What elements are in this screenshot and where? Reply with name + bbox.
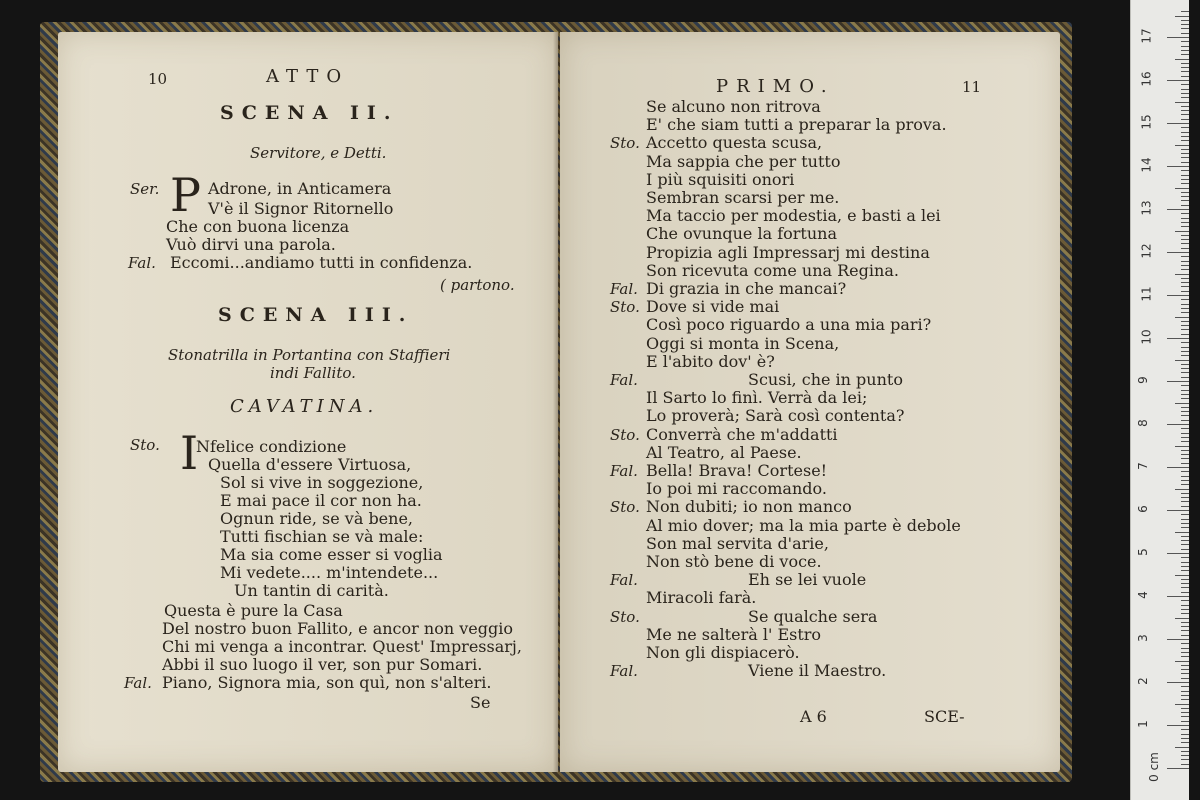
- ruler-tick: [1181, 566, 1189, 567]
- cavatina-heading: CAVATINA.: [230, 396, 379, 417]
- ruler-tick: [1181, 699, 1189, 700]
- ruler-tick: [1181, 282, 1189, 283]
- ruler-tick: [1181, 523, 1189, 524]
- ruler-tick: [1181, 377, 1189, 378]
- ruler-tick: [1181, 755, 1189, 756]
- ruler-tick: [1181, 734, 1189, 735]
- ruler-tick: [1181, 200, 1189, 201]
- ruler-tick: [1175, 360, 1189, 361]
- speaker-label: Fal.: [610, 462, 638, 480]
- ruler-tick: [1181, 269, 1189, 270]
- verse-line: Non stò bene di voce.: [646, 552, 822, 571]
- ruler-tick: [1167, 381, 1189, 382]
- verse-line: I più squisiti onori: [646, 169, 795, 189]
- ruler-tick: [1181, 738, 1189, 739]
- speaker-label: Fal.: [610, 662, 638, 681]
- ruler-label: 9: [1135, 376, 1150, 384]
- ruler-tick: [1181, 635, 1189, 636]
- ruler-tick: [1181, 50, 1189, 51]
- ruler-tick: [1181, 347, 1189, 348]
- ruler-tick: [1181, 514, 1189, 515]
- ruler-tick: [1181, 562, 1189, 563]
- verse-line: Oggi si monta in Scena,: [646, 333, 840, 353]
- ruler-tick: [1181, 557, 1189, 558]
- ruler-tick: [1181, 127, 1189, 128]
- verse-line: Lo proverà; Sarà così contenta?: [646, 406, 905, 426]
- ruler-tick: [1175, 575, 1189, 576]
- ruler-tick: [1181, 506, 1189, 507]
- ruler-label: 4: [1135, 591, 1150, 599]
- ruler-tick: [1167, 467, 1189, 468]
- speaker-label: Fal.: [610, 280, 638, 298]
- speaker-label: Sto.: [610, 425, 640, 444]
- scene-3-title: SCENA III.: [218, 304, 414, 326]
- ruler-tick: [1167, 80, 1189, 81]
- ruler-tick: [1181, 213, 1189, 214]
- ruler-tick: [1181, 630, 1189, 631]
- ruler-tick: [1181, 114, 1189, 115]
- ruler-tick: [1167, 295, 1189, 296]
- ruler-tick: [1175, 231, 1189, 232]
- verse-line: Al mio dover; ma la mia parte è debole: [646, 515, 961, 535]
- drop-cap: I: [180, 426, 199, 480]
- ruler-tick: [1181, 149, 1189, 150]
- ruler-tick: [1181, 24, 1189, 25]
- verse-line: Al Teatro, al Paese.: [646, 442, 802, 462]
- ruler-label: 8: [1135, 419, 1150, 427]
- speaker-label: Sto.: [610, 498, 640, 517]
- verse-line: Che ovunque la fortuna: [646, 224, 838, 244]
- speaker-label: Fal.: [124, 674, 152, 692]
- ruler-tick: [1181, 764, 1189, 765]
- verse-line: Miracoli farà.: [646, 588, 757, 608]
- ruler-tick: [1181, 175, 1189, 176]
- ruler-tick: [1181, 626, 1189, 627]
- speaker-label: Sto.: [610, 134, 640, 153]
- scene-3-subtitle: Stonatrilla in Portantina con Staffieri: [168, 346, 451, 364]
- ruler-label: 7: [1135, 462, 1150, 470]
- ruler-tick: [1181, 304, 1189, 305]
- ruler-tick: [1181, 33, 1189, 34]
- ruler-tick: [1181, 476, 1189, 477]
- ruler-tick: [1181, 686, 1189, 687]
- ruler-tick: [1181, 759, 1189, 760]
- ruler-tick: [1181, 441, 1189, 442]
- ruler-tick: [1181, 665, 1189, 666]
- verse-line: Che con buona licenza: [166, 217, 350, 236]
- ruler-label: 10: [1139, 329, 1154, 345]
- ruler-tick: [1181, 579, 1189, 580]
- left-page: [58, 32, 558, 772]
- ruler-tick: [1181, 93, 1189, 94]
- ruler-tick: [1175, 747, 1189, 748]
- ruler-tick: [1181, 420, 1189, 421]
- ruler-tick: [1181, 222, 1189, 223]
- verse-line: Vuò dirvi una parola.: [166, 235, 336, 254]
- ruler-tick: [1181, 256, 1189, 257]
- ruler-tick: [1181, 41, 1189, 42]
- ruler-tick: [1181, 278, 1189, 279]
- stage-direction: ( partono.: [440, 276, 515, 294]
- ruler-tick: [1181, 549, 1189, 550]
- ruler-tick: [1181, 536, 1189, 537]
- ruler-tick: [1181, 364, 1189, 365]
- verse-line: Non gli dispiacerò.: [646, 643, 800, 662]
- ruler-tick: [1181, 669, 1189, 670]
- ruler-tick: [1181, 652, 1189, 653]
- verse-line: Dove si vide mai: [646, 297, 780, 317]
- verse-line: Chi mi venga a incontrar. Quest' Impressarj,: [162, 637, 522, 656]
- ruler-tick: [1175, 618, 1189, 619]
- ruler-tick: [1175, 102, 1189, 103]
- verse-line: Se alcuno non ritrova: [646, 97, 821, 116]
- ruler-tick: [1181, 493, 1189, 494]
- ruler-tick: [1181, 170, 1189, 171]
- page-number-right: 11: [962, 78, 982, 96]
- ruler-tick: [1181, 437, 1189, 438]
- catchword-right: SCE-: [924, 707, 965, 726]
- ruler-tick: [1181, 673, 1189, 674]
- verse-line: Adrone, in Anticamera: [208, 179, 392, 198]
- ruler-tick: [1175, 59, 1189, 60]
- scene-2-subtitle: Servitore, e Detti.: [250, 144, 387, 162]
- ruler-tick: [1175, 145, 1189, 146]
- ruler-label: 0 cm: [1146, 752, 1161, 782]
- ruler-tick: [1175, 661, 1189, 662]
- signature-mark: A 6: [800, 707, 827, 726]
- ruler-label: 16: [1139, 71, 1154, 87]
- ruler-tick: [1181, 243, 1189, 244]
- ruler-tick: [1167, 510, 1189, 511]
- verse-line: V'è il Signor Ritornello: [208, 199, 394, 218]
- ruler-tick: [1181, 54, 1189, 55]
- ruler-label: 5: [1135, 548, 1150, 556]
- verse-line: Ognun ride, se và bene,: [220, 509, 414, 528]
- ruler-tick: [1181, 63, 1189, 64]
- ruler-tick: [1181, 583, 1189, 584]
- ruler-tick: [1181, 544, 1189, 545]
- verse-line: Un tantin di carità.: [234, 581, 389, 600]
- verse-line: Così poco riguardo a una mia pari?: [646, 315, 932, 335]
- ruler-tick: [1181, 97, 1189, 98]
- ruler-tick: [1181, 76, 1189, 77]
- ruler-tick: [1181, 716, 1189, 717]
- ruler-tick: [1167, 639, 1189, 640]
- ruler-tick: [1175, 446, 1189, 447]
- ruler-tick: [1181, 299, 1189, 300]
- ruler-tick: [1181, 71, 1189, 72]
- ruler-tick: [1181, 226, 1189, 227]
- ruler-tick: [1181, 484, 1189, 485]
- verse-line: Bella! Brava! Cortese!: [646, 461, 828, 480]
- ruler-tick: [1181, 415, 1189, 416]
- ruler-tick: [1181, 613, 1189, 614]
- ruler-tick: [1181, 248, 1189, 249]
- ruler-tick: [1167, 123, 1189, 124]
- verse-line: Mi vedete.... m'intendete...: [220, 563, 439, 582]
- ruler-tick: [1181, 368, 1189, 369]
- right-page: [560, 32, 1060, 772]
- ruler-tick: [1181, 587, 1189, 588]
- ruler-tick: [1181, 110, 1189, 111]
- speaker-label: Fal.: [610, 571, 638, 590]
- ruler-tick: [1181, 372, 1189, 373]
- verse-line: Viene il Maestro.: [748, 661, 887, 681]
- ruler-tick: [1175, 188, 1189, 189]
- verse-line: Scusi, che in punto: [748, 370, 903, 389]
- speaker-label: Sto.: [610, 607, 640, 626]
- verse-line: Eh se lei vuole: [748, 570, 867, 590]
- ruler-tick: [1167, 553, 1189, 554]
- ruler-label: 14: [1139, 157, 1154, 173]
- speaker-label: Sto.: [610, 298, 640, 317]
- speaker-label: Fal.: [610, 371, 638, 389]
- ruler-tick: [1181, 622, 1189, 623]
- verse-line: Piano, Signora mia, son quì, non s'alteri.: [162, 673, 492, 692]
- verse-line: E l'abito dov' è?: [646, 351, 775, 371]
- ruler-tick: [1167, 682, 1189, 683]
- ruler-tick: [1181, 454, 1189, 455]
- ruler-tick: [1175, 274, 1189, 275]
- ruler-tick: [1175, 489, 1189, 490]
- ruler-tick: [1181, 196, 1189, 197]
- ruler-tick: [1181, 600, 1189, 601]
- ruler-tick: [1181, 433, 1189, 434]
- verse-line: Tutti fischian se và male:: [220, 527, 424, 546]
- ruler-tick: [1181, 394, 1189, 395]
- ruler-tick: [1181, 592, 1189, 593]
- verse-line: Ma taccio per modestia, e basti a lei: [646, 206, 941, 226]
- ruler-tick: [1167, 725, 1189, 726]
- ruler-tick: [1175, 704, 1189, 705]
- ruler-tick: [1175, 403, 1189, 404]
- speaker-label: Fal.: [128, 254, 156, 272]
- ruler-label: 3: [1135, 634, 1150, 642]
- ruler-tick: [1181, 218, 1189, 219]
- ruler-label: 2: [1135, 677, 1150, 685]
- ruler-tick: [1181, 136, 1189, 137]
- ruler-tick: [1181, 325, 1189, 326]
- ruler-tick: [1181, 390, 1189, 391]
- ruler-tick: [1167, 37, 1189, 38]
- verse-line: Abbi il suo luogo il ver, son pur Somari.: [162, 655, 483, 674]
- ruler-tick: [1181, 355, 1189, 356]
- ruler-tick: [1181, 407, 1189, 408]
- ruler-tick: [1181, 261, 1189, 262]
- ruler-label: 13: [1139, 200, 1154, 216]
- ruler-tick: [1167, 252, 1189, 253]
- verse-line: Quella d'essere Virtuosa,: [208, 455, 412, 474]
- scene-3-subtitle: indi Fallito.: [270, 364, 356, 382]
- ruler-tick: [1181, 648, 1189, 649]
- ruler-tick: [1175, 317, 1189, 318]
- ruler-label: 17: [1139, 28, 1154, 44]
- verse-line: Son mal servita d'arie,: [646, 533, 829, 553]
- ruler-tick: [1167, 166, 1189, 167]
- ruler-tick: [1181, 678, 1189, 679]
- ruler-tick: [1181, 411, 1189, 412]
- ruler-tick: [1181, 398, 1189, 399]
- speaker-label: Ser.: [130, 180, 160, 198]
- ruler-tick: [1181, 480, 1189, 481]
- ruler-tick: [1181, 351, 1189, 352]
- verse-line: Nfelice condizione: [196, 437, 347, 456]
- verse-line: Sol si vive in soggezione,: [220, 473, 424, 492]
- ruler-label: 6: [1135, 505, 1150, 513]
- ruler-tick: [1175, 16, 1189, 17]
- speaker-label: Sto.: [130, 436, 160, 454]
- running-head-left: ATTO: [266, 66, 350, 87]
- ruler-tick: [1181, 132, 1189, 133]
- ruler-tick: [1181, 519, 1189, 520]
- verse-line: Converrà che m'addatti: [646, 424, 838, 444]
- verse-line: Non dubiti; io non manco: [646, 497, 852, 517]
- ruler-tick: [1181, 656, 1189, 657]
- ruler-tick: [1181, 334, 1189, 335]
- ruler-tick: [1167, 596, 1189, 597]
- verse-line: Son ricevuta come una Regina.: [646, 260, 899, 280]
- ruler-tick: [1167, 209, 1189, 210]
- ruler-tick: [1181, 119, 1189, 120]
- ruler-tick: [1181, 265, 1189, 266]
- ruler-tick: [1181, 501, 1189, 502]
- ruler-tick: [1181, 742, 1189, 743]
- drop-cap: P: [170, 168, 201, 222]
- ruler-tick: [1181, 471, 1189, 472]
- ruler-tick: [1181, 312, 1189, 313]
- verse-line: Del nostro buon Fallito, e ancor non veggio: [162, 619, 513, 638]
- ruler-tick: [1181, 28, 1189, 29]
- verse-line: Io poi mi raccomando.: [646, 479, 827, 499]
- ruler-tick: [1181, 428, 1189, 429]
- ruler-label: 1: [1135, 720, 1150, 728]
- ruler-tick: [1181, 157, 1189, 158]
- verse-line: Me ne salterà l' Estro: [646, 624, 822, 644]
- ruler-tick: [1181, 540, 1189, 541]
- ruler-tick: [1181, 239, 1189, 240]
- ruler-tick: [1167, 768, 1189, 769]
- ruler-tick: [1181, 20, 1189, 21]
- ruler-tick: [1181, 321, 1189, 322]
- ruler-tick: [1181, 84, 1189, 85]
- ruler-tick: [1167, 424, 1189, 425]
- ruler-tick: [1181, 570, 1189, 571]
- measurement-ruler: [1130, 0, 1189, 800]
- ruler-tick: [1181, 235, 1189, 236]
- ruler-tick: [1181, 458, 1189, 459]
- ruler-tick: [1181, 721, 1189, 722]
- verse-line: Sembran scarsi per me.: [646, 188, 840, 207]
- verse-line: Se qualche sera: [748, 606, 878, 626]
- ruler-tick: [1181, 708, 1189, 709]
- ruler-tick: [1181, 712, 1189, 713]
- ruler-tick: [1181, 691, 1189, 692]
- ruler-label: 15: [1139, 114, 1154, 130]
- verse-line: Eccomi...andiamo tutti in confidenza.: [170, 253, 473, 272]
- ruler-tick: [1181, 385, 1189, 386]
- ruler-tick: [1181, 162, 1189, 163]
- ruler-tick: [1181, 329, 1189, 330]
- ruler-tick: [1181, 291, 1189, 292]
- scene-2-title: SCENA II.: [220, 102, 399, 124]
- ruler-tick: [1181, 450, 1189, 451]
- ruler-tick: [1181, 89, 1189, 90]
- ruler-tick: [1181, 46, 1189, 47]
- ruler-tick: [1181, 729, 1189, 730]
- verse-line: E mai pace il cor non ha.: [220, 491, 422, 510]
- ruler-tick: [1181, 11, 1189, 12]
- verse-line: E' che siam tutti a preparar la prova.: [646, 115, 947, 135]
- ruler-tick: [1181, 183, 1189, 184]
- ruler-tick: [1181, 497, 1189, 498]
- ruler-tick: [1181, 106, 1189, 107]
- ruler-tick: [1181, 67, 1189, 68]
- ruler-label: 11: [1139, 286, 1154, 302]
- ruler-tick: [1167, 338, 1189, 339]
- verse-line: Accetto questa scusa,: [646, 133, 823, 153]
- ruler-tick: [1181, 192, 1189, 193]
- ruler-tick: [1181, 342, 1189, 343]
- ruler-tick: [1181, 527, 1189, 528]
- ruler-tick: [1181, 751, 1189, 752]
- ruler-tick: [1181, 463, 1189, 464]
- ruler-tick: [1181, 609, 1189, 610]
- verse-line: Questa è pure la Casa: [164, 601, 343, 620]
- verse-line: Ma sia come esser si voglia: [220, 545, 443, 564]
- ruler-tick: [1181, 605, 1189, 606]
- verse-line: Di grazia in che mancai?: [646, 279, 847, 298]
- ruler-label: 12: [1139, 243, 1154, 259]
- ruler-tick: [1175, 532, 1189, 533]
- verse-line: Il Sarto lo finì. Verrà da lei;: [646, 388, 868, 408]
- page-number-left: 10: [148, 70, 168, 88]
- catchword-left: Se: [470, 693, 491, 712]
- ruler-tick: [1181, 153, 1189, 154]
- ruler-tick: [1181, 286, 1189, 287]
- ruler-tick: [1181, 643, 1189, 644]
- verse-line: Ma sappia che per tutto: [646, 151, 841, 171]
- ruler-tick: [1181, 179, 1189, 180]
- ruler-tick: [1181, 140, 1189, 141]
- running-head-right: PRIMO.: [716, 76, 835, 97]
- verse-line: Propizia agli Impressarj mi destina: [646, 242, 930, 262]
- ruler-tick: [1181, 695, 1189, 696]
- ruler-tick: [1181, 308, 1189, 309]
- ruler-tick: [1181, 205, 1189, 206]
